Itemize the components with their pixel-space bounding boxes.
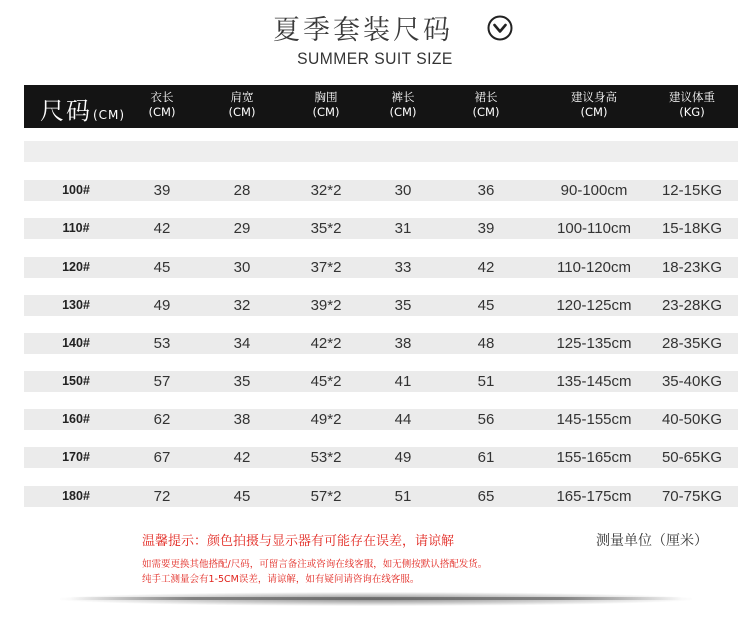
- size-cell: 180#: [62, 489, 90, 503]
- table-cell: 28-35KG: [661, 335, 723, 352]
- table-cell: 42: [153, 220, 171, 237]
- table-cell: 35: [394, 297, 412, 314]
- column-header-name: 建议身高: [571, 90, 617, 104]
- table-cell: 30: [394, 182, 412, 199]
- table-cell: 40-50KG: [661, 411, 723, 428]
- table-cell: 65: [477, 488, 495, 505]
- table-cell: 70-75KG: [661, 488, 723, 505]
- table-cell: 39*2: [310, 297, 342, 314]
- size-header-label: 尺码: [40, 97, 92, 125]
- table-cell: 67: [153, 449, 171, 466]
- column-header: [358, 90, 448, 120]
- table-cell: 45*2: [310, 373, 342, 390]
- table-cell: 32*2: [310, 182, 342, 199]
- column-header-name: 建议体重: [669, 90, 715, 104]
- column-header-unit: (CM): [472, 105, 500, 119]
- table-cell: 15-18KG: [661, 220, 723, 237]
- table-cell: 57: [153, 373, 171, 390]
- table-cell: 45: [233, 488, 251, 505]
- table-cell: 35-40KG: [661, 373, 723, 390]
- page-title-text: 夏季套装尺码: [273, 15, 453, 46]
- table-cell: 23-28KG: [661, 297, 723, 314]
- table-cell: 56: [477, 411, 495, 428]
- table-spacer-row: [24, 141, 738, 162]
- table-cell: 38: [233, 411, 251, 428]
- table-cell: 41: [394, 373, 412, 390]
- column-header-name: 胸围: [314, 90, 338, 104]
- column-header-name: 裙长: [474, 90, 498, 104]
- size-column-header: [40, 91, 125, 126]
- table-cell: 45: [153, 259, 171, 276]
- size-header-unit: (CM): [93, 108, 126, 122]
- table-row: [24, 257, 738, 278]
- column-header-name: 肩宽: [230, 90, 254, 104]
- measurement-unit: 测量单位（厘米）: [596, 533, 708, 549]
- table-cell: 42: [233, 449, 251, 466]
- table-cell: 36: [477, 182, 495, 199]
- table-cell: 48: [477, 335, 495, 352]
- table-cell: 165-175cm: [556, 488, 632, 505]
- color-notice: 温馨提示：颜色拍摄与显示器有可能存在误差，请谅解: [142, 534, 455, 549]
- size-cell: 120#: [62, 260, 90, 274]
- table-cell: 35*2: [310, 220, 342, 237]
- table-cell: 53: [153, 335, 171, 352]
- table-cell: 62: [153, 411, 171, 428]
- table-cell: 30: [233, 259, 251, 276]
- table-cell: 39: [477, 220, 495, 237]
- size-cell: 170#: [62, 450, 90, 464]
- column-header-unit: (CM): [228, 105, 256, 119]
- table-cell: 38: [394, 335, 412, 352]
- table-cell: 49*2: [310, 411, 342, 428]
- column-header-unit: (CM): [148, 105, 176, 119]
- size-cell: 140#: [62, 336, 90, 350]
- page-title: [0, 8, 750, 47]
- column-header-name: 衣长: [150, 90, 174, 104]
- size-cell: 130#: [62, 298, 90, 312]
- table-cell: 42*2: [310, 335, 342, 352]
- table-cell: 35: [233, 373, 251, 390]
- table-cell: 44: [394, 411, 412, 428]
- column-header: [197, 90, 287, 120]
- table-cell: 135-145cm: [556, 373, 632, 390]
- size-table-header: [24, 85, 738, 128]
- table-cell: 50-65KG: [661, 449, 723, 466]
- column-header: [117, 90, 207, 120]
- table-cell: 57*2: [310, 488, 342, 505]
- column-header-unit: (CM): [312, 105, 340, 119]
- table-cell: 33: [394, 259, 412, 276]
- size-cell: 160#: [62, 412, 90, 426]
- table-cell: 120-125cm: [556, 297, 632, 314]
- table-cell: 61: [477, 449, 495, 466]
- table-row: [24, 371, 738, 392]
- column-header-unit: (CM): [580, 105, 608, 119]
- table-row: [24, 486, 738, 507]
- table-cell: 39: [153, 182, 171, 199]
- table-cell: 110-120cm: [557, 259, 631, 276]
- table-row: [24, 295, 738, 316]
- column-header-unit: (KG): [679, 105, 705, 119]
- table-cell: 155-165cm: [556, 449, 632, 466]
- table-cell: 42: [477, 259, 495, 276]
- table-cell: 12-15KG: [661, 182, 723, 199]
- table-cell: 90-100cm: [560, 182, 628, 199]
- chevron-down-circle-icon: [487, 15, 513, 41]
- table-cell: 145-155cm: [556, 411, 632, 428]
- table-cell: 32: [233, 297, 251, 314]
- table-cell: 51: [477, 373, 495, 390]
- table-row: [24, 333, 738, 354]
- table-cell: 51: [394, 488, 412, 505]
- table-cell: 100-110cm: [557, 220, 631, 237]
- column-header: [549, 90, 639, 120]
- page-subtitle: SUMMER SUIT SIZE: [297, 49, 453, 68]
- size-cell: 110#: [62, 221, 90, 235]
- table-cell: 18-23KG: [661, 259, 723, 276]
- column-header: [441, 90, 531, 120]
- table-cell: 125-135cm: [556, 335, 632, 352]
- table-cell: 29: [233, 220, 251, 237]
- size-cell: 150#: [62, 374, 90, 388]
- column-header-unit: (CM): [389, 105, 417, 119]
- table-cell: 34: [233, 335, 251, 352]
- column-header: [647, 90, 737, 120]
- table-row: [24, 180, 738, 201]
- table-row: [24, 409, 738, 430]
- table-cell: 28: [233, 182, 251, 199]
- table-cell: 49: [394, 449, 412, 466]
- table-cell: 53*2: [310, 449, 342, 466]
- exchange-note: 如需要更换其他搭配/尺码，可留言备注或咨询在线客服，如无侧按默认搭配发货。: [142, 559, 488, 570]
- measurement-error-note: 纯手工测量会有1-5CM误差，请谅解，如有疑问请咨询在线客服。: [142, 574, 420, 585]
- table-cell: 45: [477, 297, 495, 314]
- column-header-name: 裤长: [391, 90, 415, 104]
- table-cell: 37*2: [310, 259, 342, 276]
- table-cell: 49: [153, 297, 171, 314]
- table-row: [24, 218, 738, 239]
- bottom-shadow-line: [70, 597, 682, 600]
- size-cell: 100#: [62, 183, 90, 197]
- table-cell: 31: [394, 220, 412, 237]
- table-row: [24, 447, 738, 468]
- table-cell: 72: [153, 488, 171, 505]
